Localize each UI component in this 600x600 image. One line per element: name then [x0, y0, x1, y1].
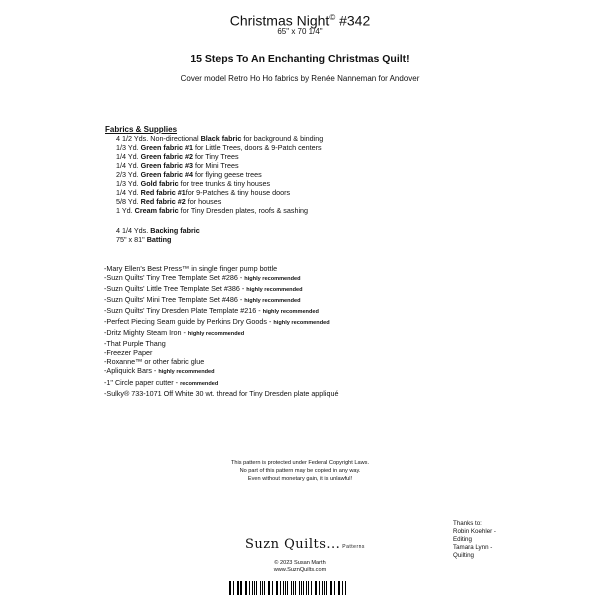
supply-item: -Suzn Quilts' Tiny Dresden Plate Template #216 - highly recommended	[104, 306, 319, 316]
footer-credits	[0, 560, 600, 574]
supply-item: -Suzn Quilts' Tiny Tree Template Set #286 - highly recommended	[104, 273, 301, 283]
thanks-line: Thanks to:	[453, 520, 482, 527]
copyright-line: Even without monetary gain, it is unlawful!	[247, 476, 353, 482]
fabric-item: 2/3 Yd. Green fabric #4 for flying geese trees	[116, 170, 262, 180]
thanks-line: Editing	[453, 536, 472, 543]
fabric-item: 1/4 Yd. Green fabric #3 for Mini Trees	[116, 161, 239, 171]
barcode-bar	[254, 581, 255, 595]
pattern-subtitle: 15 Steps To An Enchanting Christmas Quilt!	[190, 53, 410, 65]
supply-item: -Perfect Piecing Seam guide by Perkins Dry Goods - highly recommended	[104, 317, 330, 327]
suzn-quilts-logo	[245, 537, 365, 552]
pattern-number: #342	[335, 12, 371, 29]
title-text: Christmas Night	[229, 12, 330, 29]
fabric-item: 1/4 Yd. Red fabric #1for 9-Patches & tiny house doors	[116, 188, 291, 198]
barcode-bar	[311, 581, 312, 595]
cover-model-credit: Cover model Retro Ho Ho fabrics by Renée Nanneman for Andover	[180, 74, 420, 83]
backing-batting-list	[116, 226, 200, 244]
supply-item: -Dritz Mighty Steam Iron - highly recommended	[104, 328, 245, 338]
barcode-bar	[240, 581, 241, 595]
footer-website: www.SuznQuilts.com	[273, 567, 327, 573]
barcode-bar	[287, 581, 288, 595]
barcode-bar	[264, 581, 265, 595]
barcode-bar	[334, 581, 335, 595]
thanks-line: Tamara Lynn -	[453, 544, 493, 551]
fabrics-list	[116, 134, 323, 215]
barcode-bar	[339, 581, 340, 595]
batting-item: 75" x 81" Batting	[116, 235, 172, 244]
barcode-bar	[299, 581, 300, 595]
supply-item: -Apliquick Bars - highly recommended	[104, 366, 215, 376]
barcode-bar	[306, 581, 307, 595]
quilt-dimensions: 65" x 70 1/4"	[277, 27, 323, 36]
supply-item: -Suzn Quilts' Little Tree Template Set #386 - highly recommended	[104, 284, 303, 294]
barcode-bar	[233, 581, 234, 595]
logo-text: Suzn Quilts...	[245, 537, 341, 552]
supplies-list	[104, 264, 339, 398]
backing-item: 4 1/4 Yds. Backing fabric	[116, 226, 200, 235]
barcode-bar	[319, 581, 320, 595]
fabric-item: 1 Yd. Cream fabric for Tiny Dresden plates, roofs & sashing	[116, 206, 309, 216]
pattern-title	[0, 10, 600, 29]
barcode-bar	[326, 581, 327, 595]
copyright-notice	[0, 459, 600, 483]
fabrics-heading: Fabrics & Supplies	[105, 125, 178, 134]
logo-subtext: Patterns	[342, 544, 365, 550]
barcode-bar	[272, 581, 273, 595]
fabric-item: 5/8 Yd. Red fabric #2 for houses	[116, 197, 222, 207]
fabric-item: 1/3 Yd. Gold fabric for tree trunks & tiny houses	[116, 179, 271, 189]
barcode-bar	[277, 581, 278, 595]
footer-copyright: © 2023 Susan Marth	[274, 560, 326, 566]
supply-item: -Mary Ellen's Best Press™ in single finger pump bottle	[104, 264, 278, 273]
fabric-item: 1/4 Yd. Green fabric #2 for Tiny Trees	[116, 152, 239, 162]
supply-item: -Sulky® 733-1071 Off White 30 wt. thread for Tiny Dresden plate appliqué	[104, 388, 339, 398]
registered-mark: ©	[329, 13, 336, 22]
supply-item: -Roxanne™ or other fabric glue	[104, 357, 205, 367]
thanks-credits	[453, 520, 496, 560]
barcode	[229, 581, 347, 595]
supply-item: -That Purple Thang	[104, 339, 166, 349]
thanks-line: Robin Koehler -	[453, 528, 496, 535]
fabric-item: 4 1/2 Yds. Non-directional Black fabric for background & binding	[116, 134, 324, 143]
copyright-line: No part of this pattern may be copied in any way.	[239, 468, 361, 474]
supply-item: -1" Circle paper cutter - recommended	[104, 377, 219, 387]
copyright-line: This pattern is protected under Federal Copyright Laws.	[230, 460, 370, 466]
supply-item: -Freezer Paper	[104, 348, 153, 358]
barcode-bar	[256, 581, 257, 595]
supply-item: -Suzn Quilts' Mini Tree Template Set #486 - highly recommended	[104, 295, 301, 305]
thanks-line: Quilting	[453, 552, 474, 559]
barcode-bar	[246, 581, 247, 595]
fabric-item: 1/3 Yd. Green fabric #1 for Little Trees, doors & 9-Patch centers	[116, 143, 322, 153]
barcode-bar	[291, 581, 292, 595]
